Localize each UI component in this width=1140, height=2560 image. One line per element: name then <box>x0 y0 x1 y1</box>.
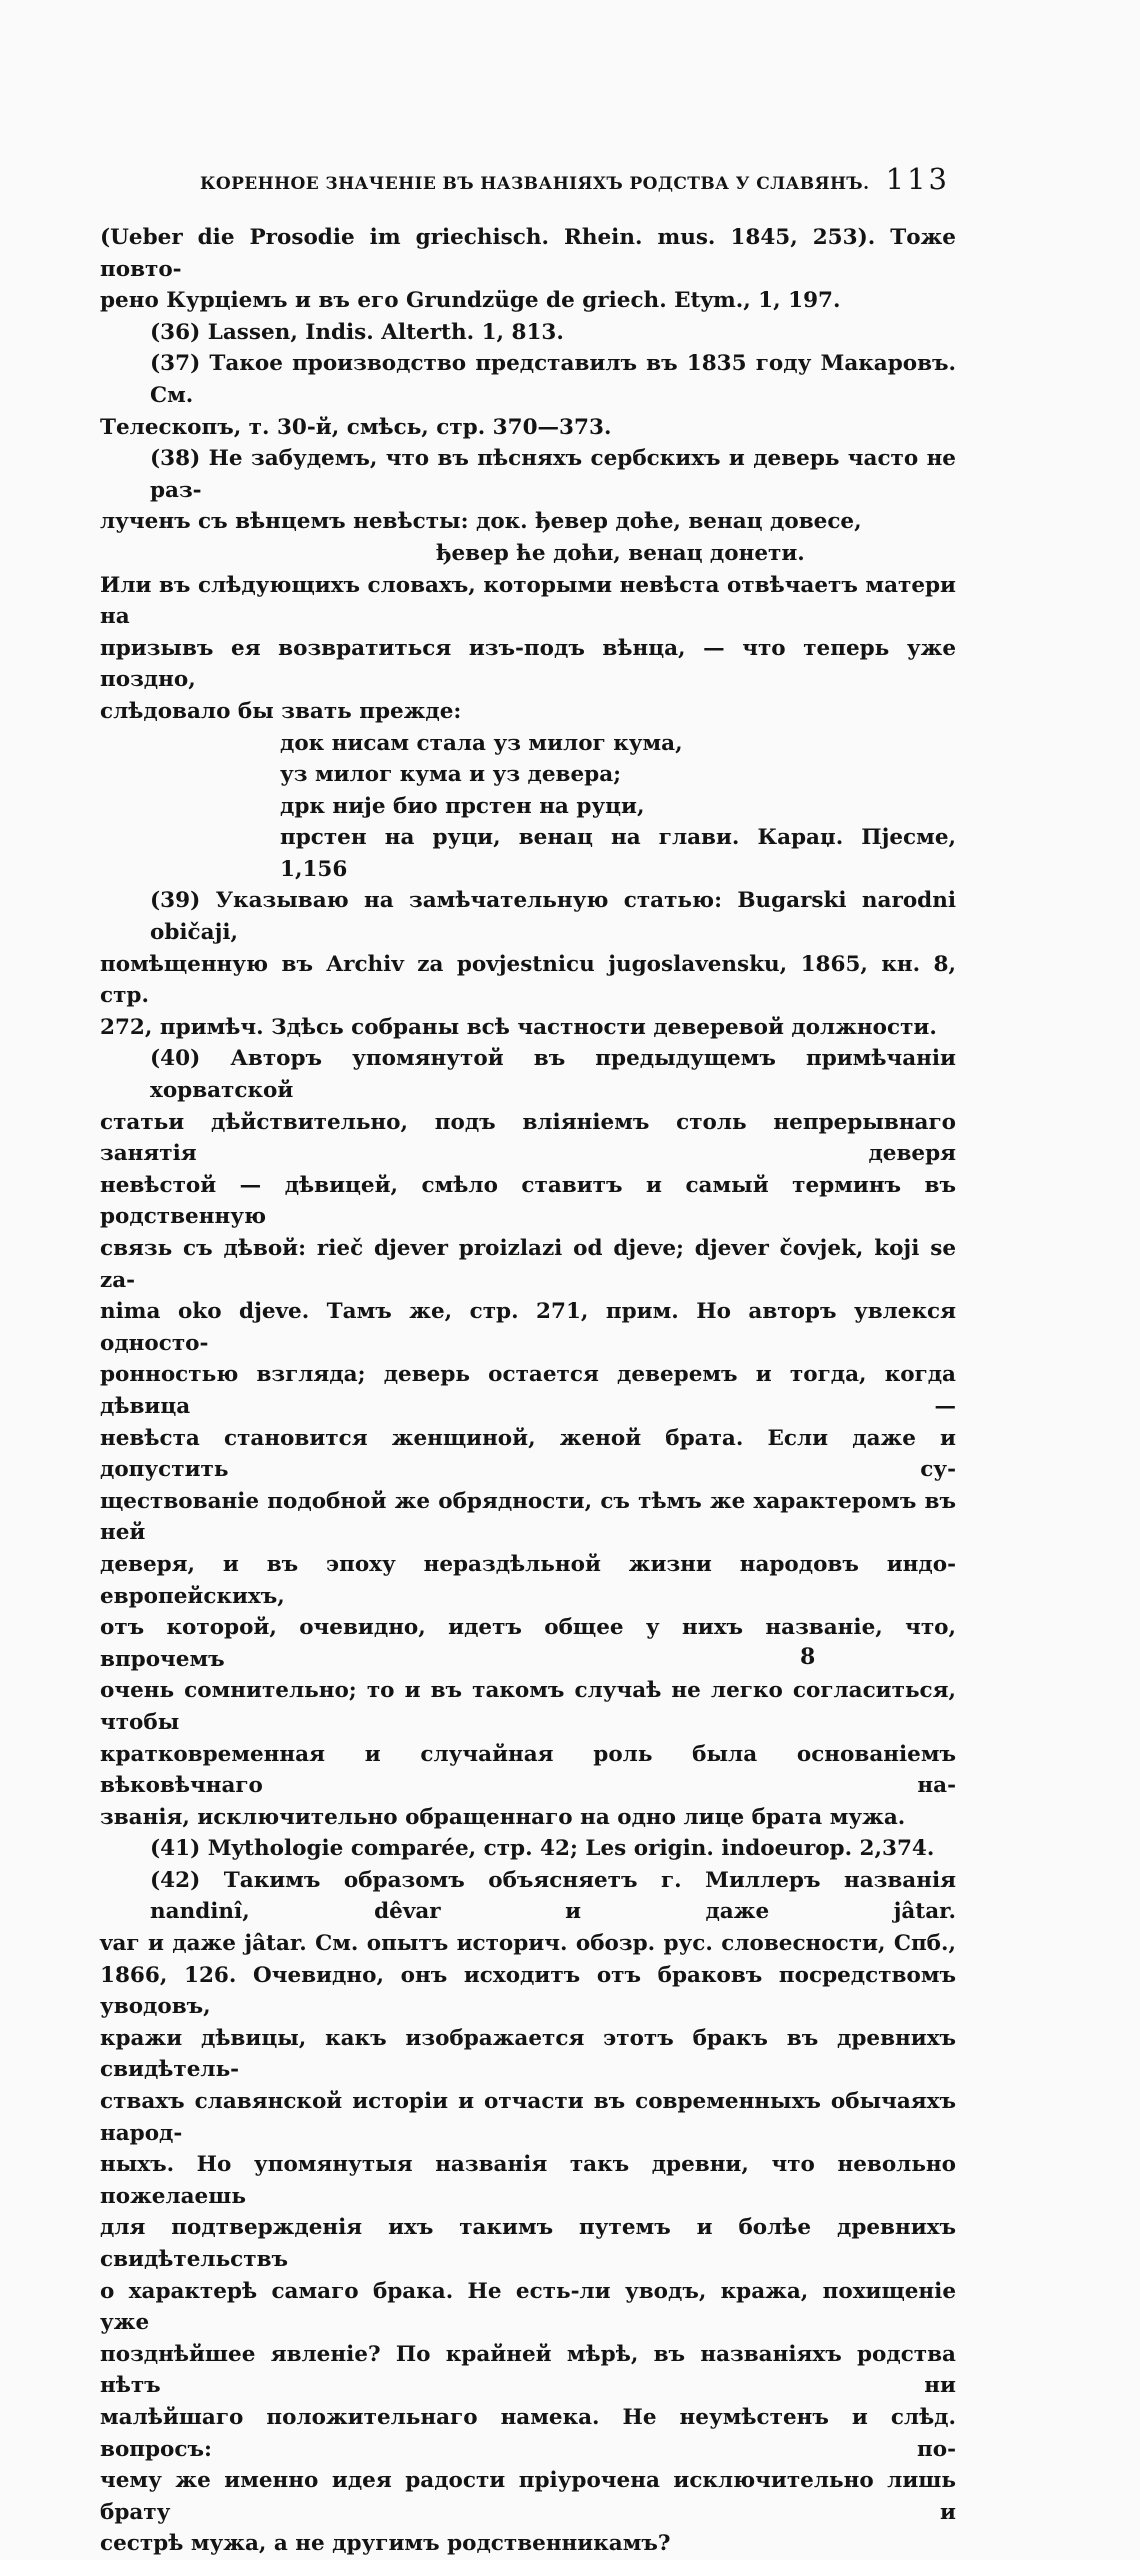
verse-line: ђевер ће доћи, венац донети. <box>436 540 805 566</box>
text-line: невѣстой — дѣвицей, смѣло ставитъ и самый терминъ въ родственную <box>100 1172 956 1230</box>
text-line: Или въ слѣдующихъ словахъ, которыми невѣста отвѣчаетъ матери на <box>100 572 956 630</box>
footnote-41: (41) Mythologie comparée, стр. 42; Les origin. indoeurop. 2,374. <box>150 1836 935 1862</box>
text-line: ронностью взгляда; деверь остается деверемъ и тогда, когда дѣвица — <box>100 1362 956 1419</box>
footnote-42: (42) Такимъ образомъ объясняетъ г. Миллеръ названія nandinî, dêvar и даже jâtar. <box>150 1867 956 1925</box>
text-line: кражи дѣвицы, какъ изображается этотъ бракъ въ древнихъ свидѣтель- <box>100 2025 956 2083</box>
text-line: малѣйшаго положительнаго намека. Не неумѣстенъ и слѣд. вопросъ: по- <box>100 2404 956 2462</box>
footnote-36: (36) Lassen, Indis. Alterth. 1, 813. <box>150 319 564 345</box>
text-line: отъ которой, очевидно, идетъ общее у нихъ названіе, что, впрочемъ <box>100 1615 956 1672</box>
text-line: позднѣйшее явленіе? По крайней мѣрѣ, въ названіяхъ родства нѣтъ ни <box>100 2341 956 2399</box>
text-line: nima oko djeve. Тамъ же, стр. 271, прим. Но авторъ увлекся односто- <box>100 1299 956 1356</box>
text-line: Телескопъ, т. 30-й, смѣсь, стр. 370—373. <box>100 414 612 440</box>
verse-line: дрк није био прстен на руци, <box>280 793 645 819</box>
text-line: ныхъ. Но упомянутыя названія такъ древни, что невольно пожелаешь <box>100 2152 956 2209</box>
text-line: призывъ ея возвратиться изъ-подъ вѣнца, — что теперь уже поздно, <box>100 635 956 693</box>
text-line: званія, исключительно обращеннаго на одно лице брата мужа. <box>100 1804 906 1830</box>
footnotes-body <box>100 222 956 2560</box>
text-line: ствахъ славянской исторіи и отчасти въ современныхъ обычаяхъ народ- <box>100 2089 956 2146</box>
text-line: лученъ съ вѣнцемъ невѣсты: док. ђевер доће, венац довесе, <box>100 509 862 535</box>
text-line: о характерѣ самаго брака. Не есть-ли уводъ, кража, похищеніе уже <box>100 2278 956 2336</box>
footnote-40: (40) Авторъ упомянутой въ предыдущемъ примѣчаніи хорватской <box>150 1046 956 1104</box>
text-line: 272, примѣч. Здѣсь собраны всѣ частности деверевой должности. <box>100 1014 937 1040</box>
text-line: статьи дѣйствительно, подъ вліяніемъ столь непрерывнаго занятія деверя <box>100 1109 956 1167</box>
text-line: (Ueber die Prosodie im griechisch. Rhein. mus. 1845, 253). Тоже повто- <box>100 225 956 282</box>
text-line: сестрѣ мужа, а не другимъ родственникамъ? <box>100 2531 671 2557</box>
text-line: слѣдовало бы звать прежде: <box>100 698 462 724</box>
signature-mark: 8 <box>800 1644 816 1670</box>
text-line: кратковременная и случайная роль была основаніемъ вѣковѣчнаго на- <box>100 1741 956 1799</box>
verse-line: прстен на руци, венац на глави. Караџ. Пјесме, 1,156 <box>280 825 956 882</box>
running-header <box>200 162 950 196</box>
footnote-38: (38) Не забудемъ, что въ пѣсняхъ сербскихъ и деверь часто не раз- <box>150 446 956 503</box>
verse-line: уз милог кума и уз девера; <box>280 762 622 788</box>
text-line: рено Курціемъ и въ его Grundzüge de griech. Etym., 1, 197. <box>100 288 841 314</box>
text-line: помѣщенную въ Archiv za povjestnicu jugoslavensku, 1865, кн. 8, стр. <box>100 951 956 1009</box>
text-line: ществованіе подобной же обрядности, съ тѣмъ же характеромъ въ ней <box>100 1488 956 1546</box>
text-line: связь съ дѣвой: rieč djever proizlazi od djeve; djever čovjek, koji se za- <box>100 1236 956 1293</box>
text-line: чему же именно идея радости пріурочена исключительно лишь брату и <box>100 2468 956 2525</box>
running-title: КОРЕННОЕ ЗНАЧЕНІЕ ВЪ НАЗВАНІЯХЪ РОДСТВА У СЛАВЯНЪ. <box>200 174 870 194</box>
footnote-37: (37) Такое производство представилъ въ 1835 году Макаровъ. См. <box>150 351 956 408</box>
text-line: 1866, 126. Очевидно, онъ исходитъ отъ браковъ посредствомъ уводовъ, <box>100 1962 956 2020</box>
text-line: невѣста становится женщиной, женой брата. Если даже и допустить су- <box>100 1425 956 1483</box>
footnote-39: (39) Указываю на замѣчательную статью: Bugarski narodni običaji, <box>150 888 956 946</box>
text-line: очень сомнительно; то и въ такомъ случаѣ не легко согласиться, чтобы <box>100 1678 956 1735</box>
text-line: vaг и даже jâtar. См. опытъ историч. обозр. рус. словесности, Спб., <box>100 1931 956 1957</box>
text-line: для подтвержденія ихъ такимъ путемъ и болѣе древнихъ свидѣтельствъ <box>100 2215 956 2272</box>
verse-line: док нисам стала уз милог кума, <box>280 730 683 756</box>
page-number: 113 <box>885 162 950 196</box>
text-line: деверя, и въ эпоху нераздѣльной жизни народовъ индо-европейскихъ, <box>100 1551 956 1609</box>
